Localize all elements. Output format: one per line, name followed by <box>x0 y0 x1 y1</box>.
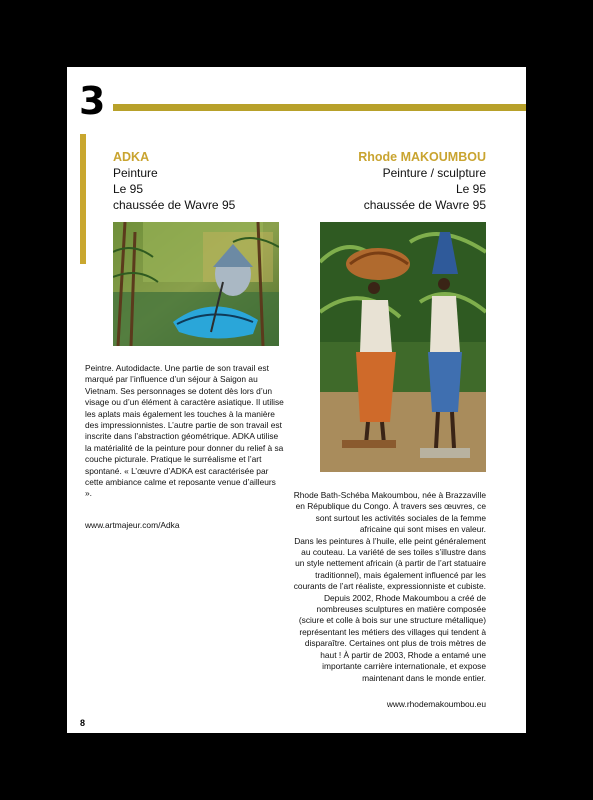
makoumbou-biography <box>293 490 486 684</box>
artist-address: chaussée de Wavre 95 <box>113 198 236 212</box>
adka-painting-image <box>113 222 279 346</box>
adka-bio-text: Peintre. Autodidacte. Une partie de son travail est marqué par l’influence d’un séjour à Saigon au Vietnam. Ses personnages se dotent dès lors d’un visage ou d’un élément à caractère asiatique. Il utilise les aplats mais également les touches à la manière des impressionnistes. L’autre partie de son travail est inscrite dans l’abstraction géométrique. ADKA utilise la matérialité de la peinture pour donner du relief à sa couche picturale. Pratique le surréalisme et l’art spontané. « L’œuvre d’ADKA est caractérisée par cette ambiance calme et reposante venue d’ailleurs ». <box>85 363 284 499</box>
makoumbou-website-link[interactable]: www.rhodemakoumbou.eu <box>386 699 486 709</box>
artist-discipline: Peinture / sculpture <box>382 166 486 180</box>
artist-venue: Le 95 <box>113 182 144 196</box>
artist-info-makoumbou <box>364 165 486 213</box>
artist-discipline: Peinture <box>113 166 158 180</box>
makoumbou-bio-paragraph-2: Dans les peintures à l’huile, elle peint généralement au couteau. La variété de ses toiles s’illustre dans un style nettement africain (à partir de l’art statuaire traditionnel), mais également influencé par les courants de l’art réaliste, expressionniste et cubiste. <box>293 535 486 592</box>
artist-address: chaussée de Wavre 95 <box>363 198 486 212</box>
artist-venue: Le 95 <box>455 182 486 196</box>
artist-name-makoumbou: Rhode MAKOUMBOU <box>358 150 486 164</box>
makoumbou-bio-paragraph-3: Depuis 2002, Rhode Makoumbou a créé de nombreuses sculptures en matière composée (sciure et colle à bois sur une structure métallique) représentant les métiers des villages qui tendent à disparaître. Certaines ont plus de trois mètres de haut ! À partir de 2003, Rhode a entamé une importante carrière internationale, et expose maintenant dans le monde entier. <box>298 592 486 683</box>
artist-info-adka <box>113 165 235 213</box>
catalog-page <box>67 67 526 733</box>
artist-name-adka: ADKA <box>113 150 150 164</box>
section-number: 3 <box>79 79 106 123</box>
header-rule <box>113 104 526 111</box>
makoumbou-bio-paragraph-1: Rhode Bath-Schéba Makoumbou, née à Brazzaville en République du Congo. À travers ses œuvres, ce sont surtout les activités sociales de la femme africaine qui sont mises en valeur. <box>293 490 486 535</box>
adka-biography <box>85 363 285 500</box>
adka-website-link[interactable]: www.artmajeur.com/Adka <box>85 520 180 530</box>
accent-side-bar <box>80 134 86 264</box>
page-number: 8 <box>80 718 86 728</box>
makoumbou-sculpture-image <box>320 222 486 472</box>
